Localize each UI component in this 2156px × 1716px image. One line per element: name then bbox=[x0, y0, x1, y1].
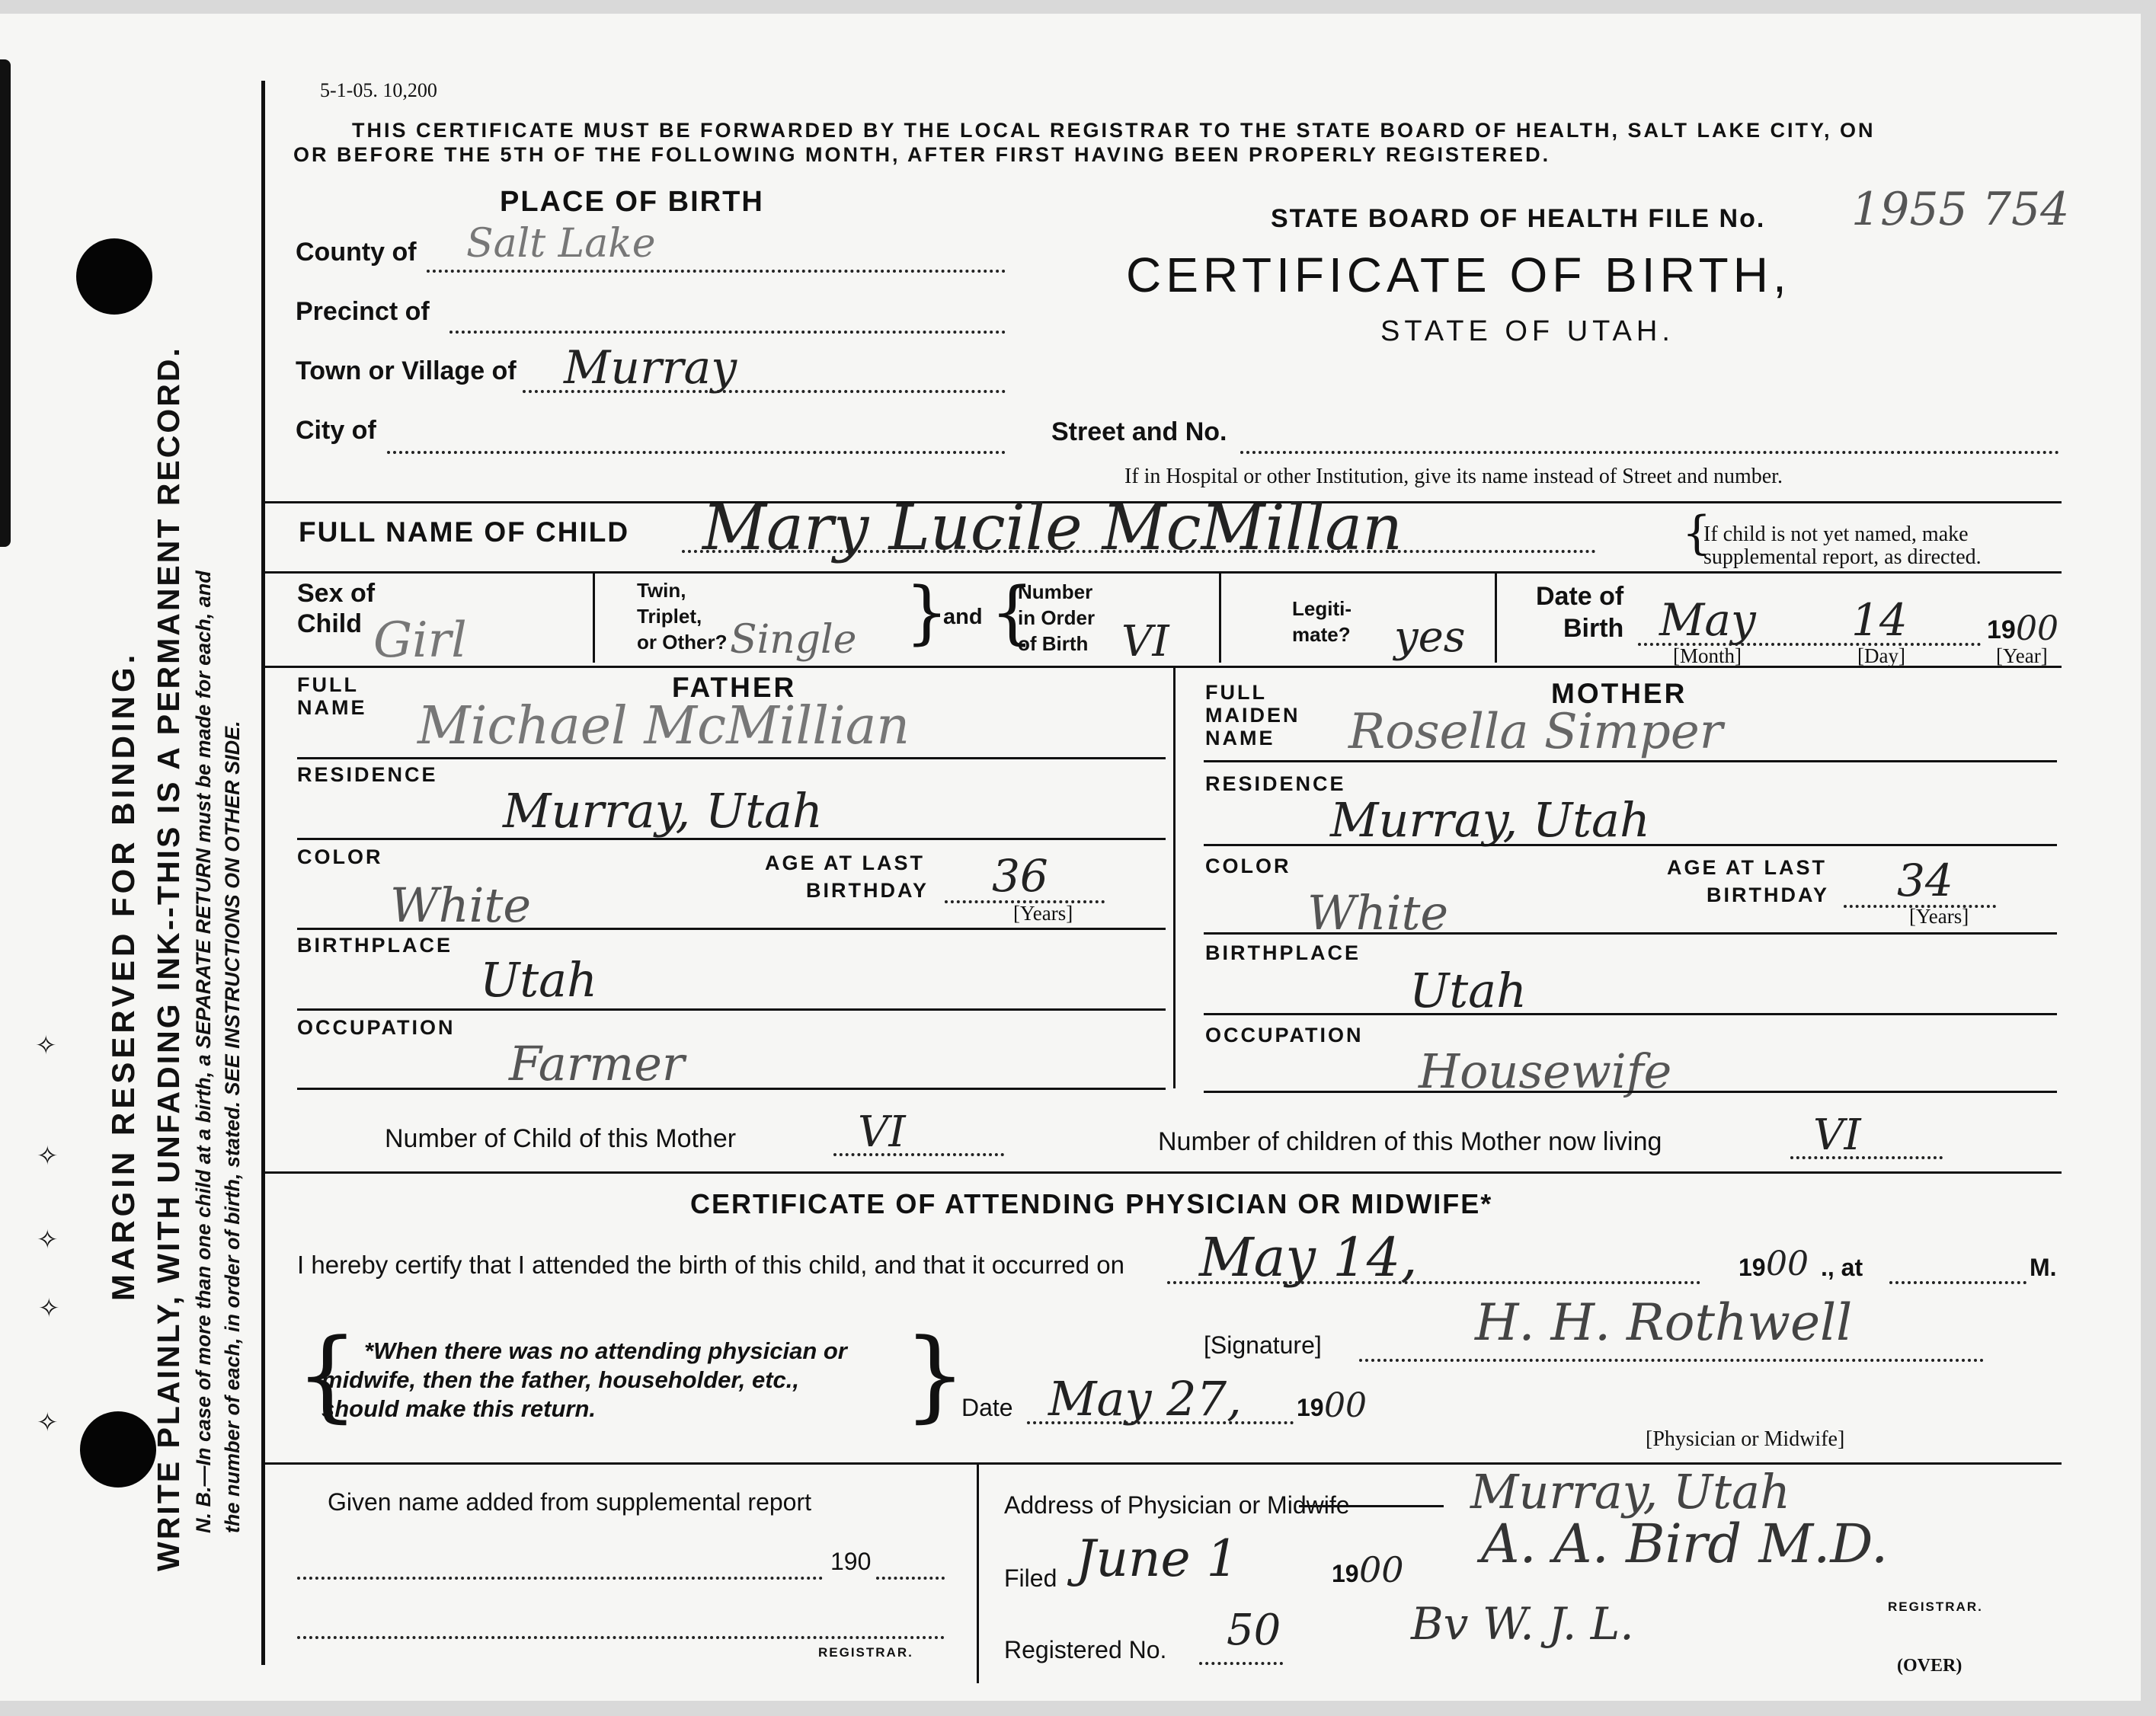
dob-year-value: 00 bbox=[2016, 609, 2058, 648]
time-line bbox=[1889, 1281, 2026, 1284]
supplemental-year-label: 190 bbox=[830, 1548, 872, 1575]
father-occupation-label: OCCUPATION bbox=[297, 1016, 456, 1039]
dob-label-2: Birth bbox=[1563, 614, 1624, 643]
order-label-3: of Birth bbox=[1018, 632, 1089, 655]
mother-residence-value: Murray, Utah bbox=[1330, 792, 1650, 848]
dob-day-value: 14 bbox=[1851, 594, 1908, 646]
binding-mark: ✧ bbox=[37, 1225, 59, 1255]
registered-no-value: 50 bbox=[1227, 1606, 1281, 1655]
note-brace: { bbox=[1682, 506, 1712, 560]
mother-age-label-2: BIRTHDAY bbox=[1707, 884, 1830, 906]
binding-hole-bottom bbox=[80, 1411, 156, 1488]
divider bbox=[264, 571, 2062, 574]
day-caption: [Day] bbox=[1857, 644, 1905, 667]
sex-label-2: Child bbox=[297, 609, 362, 638]
street-line bbox=[1240, 451, 2059, 454]
mother-name-value: Rosella Simper bbox=[1348, 704, 1723, 760]
filed-label: Filed bbox=[1004, 1564, 1057, 1592]
mother-color-label: COLOR bbox=[1205, 855, 1291, 877]
date-label: Date bbox=[961, 1394, 1013, 1421]
place-of-birth-heading: PLACE OF BIRTH bbox=[500, 186, 764, 218]
mother-occupation-label: OCCUPATION bbox=[1205, 1024, 1364, 1047]
order-label-1: Number bbox=[1018, 580, 1093, 603]
occurred-year-value: 00 bbox=[1766, 1245, 1809, 1283]
certificate-title: CERTIFICATE OF BIRTH, bbox=[1126, 248, 1791, 302]
binding-mark: ✧ bbox=[38, 1293, 60, 1324]
registrar-annotation: Bv W. J. L. bbox=[1411, 1598, 1634, 1650]
supplemental-registrar-line bbox=[297, 1636, 945, 1639]
month-caption: [Month] bbox=[1673, 644, 1742, 667]
father-age-value: 36 bbox=[992, 850, 1048, 902]
instructions-line-1: THIS CERTIFICATE MUST BE FORWARDED BY THE LOCAL REGISTRAR TO THE STATE BOARD OF HEALTH, SALT LAKE CITY, ON bbox=[352, 119, 1876, 142]
living-value: VI bbox=[1813, 1110, 1861, 1160]
physician-note-2: midwife, then the father, householder, etc., bbox=[321, 1366, 799, 1393]
precinct-line bbox=[449, 331, 1006, 334]
order-brace: { bbox=[990, 573, 1035, 653]
father-birthplace-line bbox=[297, 1008, 1166, 1011]
signature-label: [Signature] bbox=[1204, 1331, 1322, 1359]
twin-brace: } bbox=[905, 573, 949, 653]
mother-occupation-line bbox=[1204, 1091, 2057, 1093]
mother-name-label-1: FULL bbox=[1205, 681, 1267, 704]
at-label: ., at bbox=[1821, 1254, 1863, 1281]
mother-name-line bbox=[1204, 760, 2057, 762]
legit-label-2: mate? bbox=[1292, 623, 1351, 646]
twin-label-1: Twin, bbox=[637, 579, 686, 602]
supplemental-label: Given name added from supplemental report bbox=[328, 1488, 812, 1516]
and-label: and bbox=[943, 605, 983, 629]
state-subtitle: STATE OF UTAH. bbox=[1380, 315, 1675, 347]
certify-text: I hereby certify that I attended the birth of this child, and that it occurred on bbox=[297, 1251, 1124, 1279]
cell-divider bbox=[1219, 571, 1221, 663]
order-value: VI bbox=[1121, 617, 1169, 666]
mother-age-label-1: AGE AT LAST bbox=[1667, 856, 1827, 879]
form-code: 5-1-05. 10,200 bbox=[320, 79, 437, 101]
legit-value: yes bbox=[1394, 612, 1466, 662]
father-age-label-1: AGE AT LAST bbox=[765, 852, 925, 874]
street-label: Street and No. bbox=[1051, 417, 1227, 446]
cell-divider bbox=[593, 571, 595, 663]
twin-label-2: Triplet, bbox=[637, 605, 702, 628]
father-name-value: Michael McMillian bbox=[417, 696, 910, 756]
town-label: Town or Village of bbox=[296, 356, 517, 385]
twin-value: Single bbox=[730, 617, 857, 663]
bottom-divider bbox=[977, 1462, 979, 1683]
divider bbox=[264, 1171, 2062, 1174]
note-brace-right: } bbox=[904, 1317, 967, 1433]
not-named-note-1: If child is not yet named, make bbox=[1703, 522, 1969, 546]
county-value: Salt Lake bbox=[466, 221, 656, 267]
role-caption: [Physician or Midwife] bbox=[1646, 1427, 1845, 1451]
mother-age-value: 34 bbox=[1897, 855, 1953, 906]
city-line bbox=[387, 451, 1006, 454]
file-no-label: STATE BOARD OF HEALTH FILE No. bbox=[1271, 204, 1766, 233]
cell-divider bbox=[1495, 571, 1497, 663]
m-label: M. bbox=[2030, 1254, 2057, 1281]
twin-label-3: or Other? bbox=[637, 631, 728, 653]
father-name-label-1: FULL bbox=[297, 673, 359, 696]
nb-instruction-line-2: the number of each, in order of birth, stated. SEE INSTRUCTIONS ON OTHER SIDE. bbox=[221, 721, 244, 1533]
occurred-value: May 14, bbox=[1199, 1226, 1418, 1289]
dob-month-value: May bbox=[1659, 594, 1756, 646]
filed-year-value: 00 bbox=[1359, 1549, 1404, 1590]
binding-mark: ✧ bbox=[35, 1031, 57, 1061]
mother-residence-line bbox=[1204, 844, 2057, 846]
signature-value: H. H. Rothwell bbox=[1475, 1293, 1853, 1352]
signature-line bbox=[1359, 1359, 1984, 1362]
instructions-line-2: OR BEFORE THE 5TH OF THE FOLLOWING MONTH, AFTER FIRST HAVING BEEN PROPERLY REGISTERED. bbox=[293, 143, 1551, 166]
date-value: May 27, bbox=[1048, 1371, 1242, 1427]
occurred-year-prefix: 19 bbox=[1739, 1254, 1766, 1281]
mother-name-label-2: MAIDEN bbox=[1205, 704, 1300, 727]
mother-heading: MOTHER bbox=[1551, 678, 1687, 709]
father-years-caption: [Years] bbox=[1013, 902, 1073, 925]
mother-birthplace-line bbox=[1204, 1013, 2057, 1015]
physician-note-1: *When there was no attending physician or bbox=[364, 1337, 847, 1364]
mother-color-value: White bbox=[1307, 885, 1449, 941]
father-birthplace-label: BIRTHPLACE bbox=[297, 934, 453, 957]
parents-divider bbox=[1173, 666, 1176, 1088]
county-label: County of bbox=[296, 238, 417, 267]
permanent-record-text: WRITE PLAINLY, WITH UNFADING INK--THIS IS A PERMANENT RECORD. bbox=[151, 346, 186, 1571]
father-birthplace-value: Utah bbox=[480, 952, 598, 1008]
father-occupation-line bbox=[297, 1088, 1166, 1090]
physician-note-3: should make this return. bbox=[321, 1395, 597, 1422]
mother-occupation-value: Housewife bbox=[1419, 1043, 1672, 1099]
precinct-label: Precinct of bbox=[296, 297, 430, 326]
order-label-2: in Order bbox=[1018, 606, 1096, 629]
filed-year-prefix: 19 bbox=[1332, 1560, 1359, 1587]
divider bbox=[264, 1462, 2062, 1465]
midwife-strike bbox=[1299, 1505, 1444, 1507]
date-year-value: 00 bbox=[1324, 1386, 1367, 1425]
child-name-label: FULL NAME OF CHILD bbox=[299, 516, 630, 548]
left-border bbox=[261, 81, 265, 1665]
county-line bbox=[427, 270, 1006, 273]
registrar-label: REGISTRAR. bbox=[1888, 1599, 1983, 1614]
margin-reserved-text: MARGIN RESERVED FOR BINDING. bbox=[105, 650, 141, 1301]
father-color-value: White bbox=[390, 877, 532, 933]
father-heading: FATHER bbox=[672, 672, 797, 703]
supplemental-year-line bbox=[876, 1577, 945, 1580]
mother-years-caption: [Years] bbox=[1909, 905, 1969, 928]
binding-mark: ✧ bbox=[37, 1408, 59, 1438]
father-color-label: COLOR bbox=[297, 845, 383, 868]
address-label: Address of Physician or Midwife bbox=[1004, 1491, 1350, 1519]
mother-residence-label: RESIDENCE bbox=[1205, 772, 1346, 795]
town-value: Murray bbox=[564, 341, 737, 395]
dob-year-prefix: 19 bbox=[1987, 615, 2016, 644]
registered-no-line bbox=[1199, 1662, 1283, 1665]
registered-no-label: Registered No. bbox=[1004, 1636, 1167, 1663]
note-brace-left: { bbox=[296, 1317, 359, 1433]
mother-birthplace-value: Utah bbox=[1409, 963, 1527, 1018]
torn-edge bbox=[0, 59, 11, 547]
father-name-line bbox=[297, 757, 1166, 759]
father-residence-line bbox=[297, 838, 1166, 840]
certificate-paper bbox=[0, 14, 2141, 1701]
father-color-line bbox=[297, 928, 1166, 930]
father-residence-value: Murray, Utah bbox=[503, 783, 823, 839]
legit-label-1: Legiti- bbox=[1292, 597, 1351, 620]
date-year-prefix: 19 bbox=[1297, 1394, 1324, 1421]
supplemental-registrar-label: REGISTRAR. bbox=[818, 1645, 913, 1660]
living-label: Number of children of this Mother now living bbox=[1158, 1127, 1662, 1156]
child-name-value: Mary Lucile McMillan bbox=[702, 492, 1403, 564]
city-label: City of bbox=[296, 416, 376, 445]
mother-name-label-3: NAME bbox=[1205, 727, 1275, 749]
physician-heading: CERTIFICATE OF ATTENDING PHYSICIAN OR MIDWIFE* bbox=[690, 1188, 1493, 1219]
dob-label-1: Date of bbox=[1536, 582, 1624, 611]
child-number-value: VI bbox=[858, 1107, 906, 1157]
sex-label-1: Sex of bbox=[297, 579, 376, 608]
over-label: (OVER) bbox=[1897, 1656, 1962, 1676]
mother-color-line bbox=[1204, 932, 2057, 935]
not-named-note-2: supplemental report, as directed. bbox=[1703, 545, 1982, 569]
father-residence-label: RESIDENCE bbox=[297, 763, 438, 786]
mother-birthplace-label: BIRTHPLACE bbox=[1205, 941, 1361, 964]
file-no-value: 1955 754 bbox=[1851, 183, 2070, 236]
registrar-signature: A. A. Bird M.D. bbox=[1481, 1513, 1889, 1575]
divider bbox=[264, 666, 2062, 668]
filed-value: June 1 bbox=[1076, 1529, 1239, 1588]
father-occupation-value: Farmer bbox=[509, 1036, 685, 1091]
father-age-label-2: BIRTHDAY bbox=[806, 879, 929, 902]
supplemental-name-line bbox=[297, 1577, 823, 1580]
address-value: Murray, Utah bbox=[1470, 1464, 1790, 1519]
child-number-label: Number of Child of this Mother bbox=[385, 1124, 737, 1153]
father-name-label-2: NAME bbox=[297, 696, 367, 719]
hospital-note: If in Hospital or other Institution, give its name instead of Street and number. bbox=[1124, 465, 1783, 488]
nb-instruction-line-1: N. B.—In case of more than one child at a birth, a SEPARATE RETURN must be made for each, and bbox=[192, 570, 215, 1533]
binding-hole-top bbox=[76, 238, 152, 315]
binding-mark: ✧ bbox=[37, 1141, 59, 1171]
year-caption: [Year] bbox=[1996, 644, 2048, 667]
sex-value: Girl bbox=[373, 612, 467, 669]
